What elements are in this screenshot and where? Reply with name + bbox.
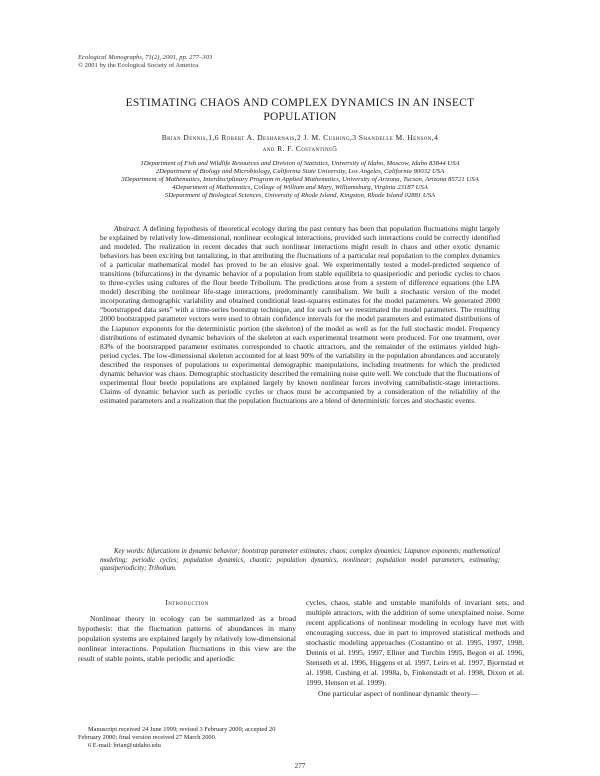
intro-paragraph-right-2: One particular aspect of nonlinear dynamic theory— (318, 689, 479, 698)
affiliation-4: 4Department of Mathematics, College of William and Mary, Williamsburg, Virginia 23187 USA (172, 184, 428, 191)
affiliation-5: 5Department of Biological Sciences, University of Rhode Island, Kingston, Rhode Island 02881 USA (164, 192, 436, 199)
author-line-2: and R. F. Costantino5 (262, 144, 338, 153)
journal-citation-block (78, 54, 212, 70)
page-number: 277 (294, 762, 306, 770)
footnote-manuscript-history: Manuscript received 24 June 1999; revised 3 February 2000; accepted 20 February 2000; final version received 27 March 2000. (78, 726, 276, 741)
affiliation-1: 1Department of Fish and Wildlife Resources and Division of Statistics, University of Idaho, Moscow, Idaho 83844 USA (140, 160, 460, 167)
intro-paragraph-left: Nonlinear theory in ecology can be summarized as a broad hypothesis: that the fluctuation patterns of abundances in many population systems are explained largely by relatively low-dimensional nonlinear interactions. Population fluctuations in this view are the result of stable points, stable periodic and aperiodic (78, 614, 296, 663)
abstract-label: Abstract. (114, 224, 141, 233)
journal-copyright: © 2001 by the Ecological Society of America (78, 62, 199, 69)
left-column (78, 598, 296, 664)
section-heading-introduction: Introduction (165, 598, 209, 607)
affiliation-3: 3Department of Mathematics, Interdisciplinary Program in Applied Mathematics, University of Arizona, Tucson, Arizona 85721 USA (121, 176, 479, 183)
author-list (110, 132, 490, 154)
keywords (100, 548, 500, 574)
footnote-email: 6 E-mail: brian@uidaho.edu (88, 741, 161, 749)
article-title: ESTIMATING CHAOS AND COMPLEX DYNAMICS IN AN INSECT POPULATION (125, 97, 475, 123)
abstract (100, 224, 500, 405)
abstract-text: A defining hypothesis of theoretical ecology during the past century has been that population fluctuations might largely be explained by relatively low-dimensional, nonlinear ecological interactions, provided such interactions could be correctly identified and modeled. The realization in recent decades that such nonlinear interactions might result in chaos and other exotic dynamic behaviors has been exciting but tantalizing, in that attributing the fluctuations of a particular real population to the complex dynamics of a particular mathematical model has proved to be an elusive goal. We experimentally tested a model-predicted sequence of transitions (bifurcations) in the dynamic behavior of a population from stable equilibria to quasiperiodic and periodic cycles to chaos to three-cycles using cultures of the flour beetle Tribolium. The predictions arose from a system of difference equations (the LPA model) describing the nonlinear life-stage interactions, predominantly cannibalism. We built a stochastic version of the model incorporating demographic variability and obtained conditional least-squares estimates for the model parameters. We generated 2000 “bootstrapped data sets” with a time-series bootstrap technique, and for each set we reestimated the model parameters. The resulting 2000 bootstrapped parameter vectors were used to obtain confidence intervals for the model parameters and estimated distributions of the Liapunov exponents for the deterministic portion (the skeleton) of the model as well as for the full stochastic model. Frequency distributions of estimated dynamic behaviors of the skeleton at each experimental treatment were produced. For one treatment, over 83% of the bootstrapped parameter estimates corresponded to chaotic attractors, and the remainder of the estimates yielded high-period cycles. The low-dimensional skeleton accounted for at least 90% of the variability in the population abundances and accurately described the responses of populations to experimental demographic manipulations, including treatments for which the predicted dynamic behavior was chaos. Demographic stochasticity described the remaining noise quite well. We conclude that the fluctuations of experimental flour beetle populations are explained largely by known nonlinear forces involving cannibalistic-stage interactions. Claims of dynamic behavior such as periodic cycles or chaos must be accompanied by a consideration of the reliability of the estimated parameters and a realization that the population fluctuations are a blend of deterministic forces and stochastic events. (100, 224, 500, 405)
author-line-1: Brian Dennis,1,6 Robert A. Desharnais,2 J. M. Cushing,3 Shandelle M. Henson,4 (161, 133, 439, 142)
intro-paragraph-right-1: cycles, chaos, stable and unstable manifolds of invariant sets, and multiple attractors, with the addition of some unexplained noise. Some recent applications of nonlinear modeling in ecology have met with encouraging success, due in part to improved statistical methods and stochastic modeling approaches (Costantino et al. 1995, 1997, 1998, Dennis et al. 1995, 1997, Ellner and Turchin 1995, Begon et al. 1996, Stenseth et al. 1996, Higgens et al. 1997, Leirs et al. 1997, Bjornstad et al. 1998, Cushing et al. 1998a, b, Finkenstadt et al. 1998, Dixon et al. 1999, Henson et al. 1999). (306, 598, 524, 687)
right-column (306, 598, 524, 699)
keywords-label: Key words: (114, 548, 146, 555)
journal-citation: Ecological Monographs, 71(2), 2001, pp. 277–303 (78, 54, 213, 61)
footnotes (78, 726, 292, 749)
affiliation-list (86, 160, 514, 200)
keywords-text: bifurcations in dynamic behavior; bootstrap parameter estimates; chaos; complex dynamics; Liapunov exponents; mathematical modeling; periodic cycles; population dynamics, chaotic; population dynamics, nonlinear; population model parameters, estimating; quasiperiodicity; Tribolium. (100, 548, 500, 573)
affiliation-2: 2Department of Biology and Microbiology, California State University, Los Angeles, California 90032 USA (155, 168, 445, 175)
